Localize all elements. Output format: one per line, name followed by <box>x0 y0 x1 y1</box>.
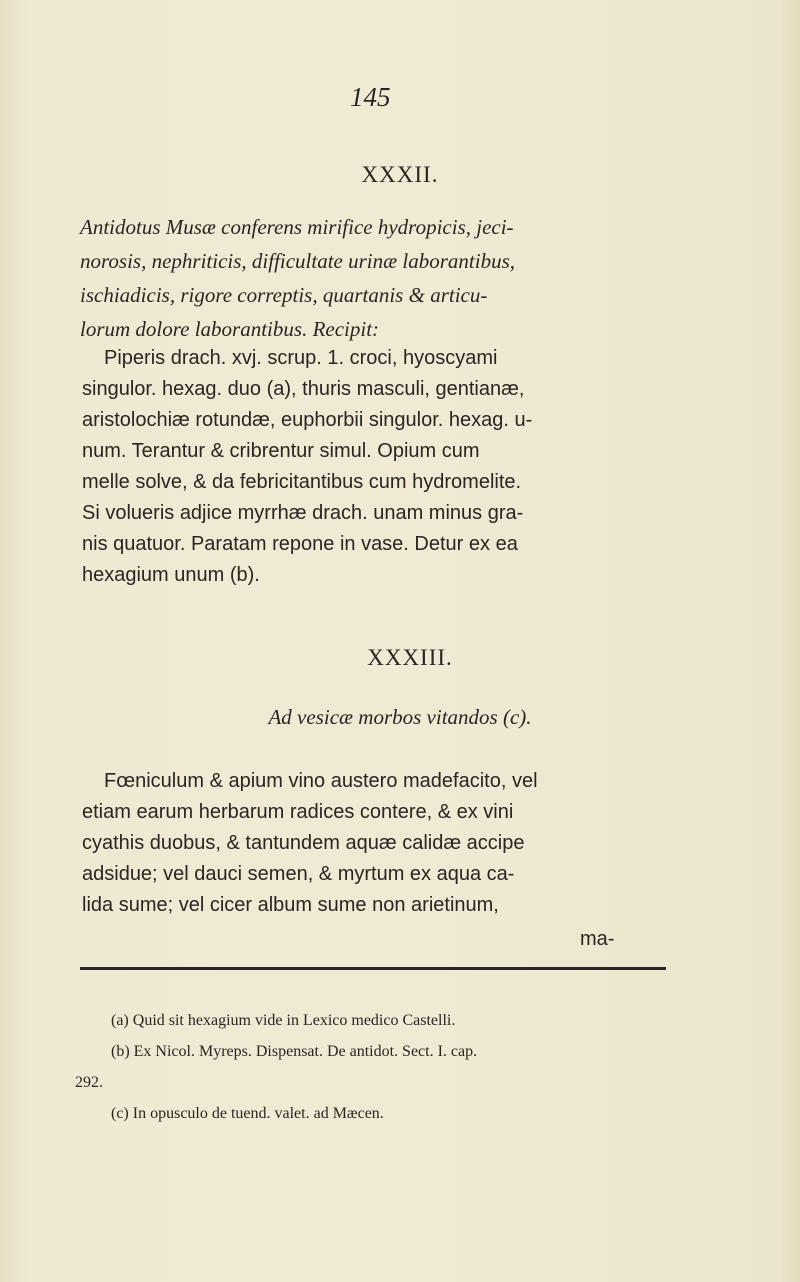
body-line: aristolochiæ rotundæ, euphorbii singulor. hexag. u- <box>82 409 533 431</box>
footnote-divider <box>80 967 666 970</box>
body-line: num. Terantur & cribrentur simul. Opium cum <box>82 440 480 462</box>
subtitle-line: lorum dolore laborantibus. Recipit: <box>80 317 380 341</box>
footnote-c: (c) In opusculo de tuend. valet. ad Mæcen. <box>111 1105 384 1122</box>
body-line: adsidue; vel dauci semen, & myrtum ex aqua ca- <box>82 863 515 885</box>
footnote-b: (b) Ex Nicol. Myreps. Dispensat. De antidot. Sect. I. cap. <box>111 1043 478 1060</box>
recipe-paragraph <box>82 343 532 591</box>
body-line: melle solve, & da febricitantibus cum hydromelite. <box>82 471 522 493</box>
section-heading-32: XXXII. <box>361 162 439 187</box>
section-subtitle-33: Ad vesicæ morbos vitandos (c). <box>268 705 532 729</box>
footnote-b-continued: 292. <box>75 1074 103 1091</box>
remedy-paragraph <box>82 766 538 921</box>
catchword: ma- <box>580 928 615 950</box>
subtitle-line: Antidotus Musæ conferens mirifice hydropicis, jeci- <box>80 215 514 239</box>
section-subtitle-32 <box>80 210 680 346</box>
body-line: nis quatuor. Paratam repone in vase. Detur ex ea <box>82 533 518 555</box>
section-heading-33: XXXIII. <box>367 645 453 670</box>
body-line: etiam earum herbarum radices contere, & ex vini <box>82 801 514 823</box>
body-line: Si volueris adjice myrrhæ drach. unam minus gra- <box>82 502 524 524</box>
body-line: cyathis duobus, & tantundem aquæ calidæ accipe <box>82 832 525 854</box>
body-line: Fœniculum & apium vino austero madefacito, vel <box>104 770 538 792</box>
subtitle-line: ischiadicis, rigore correptis, quartanis & articu- <box>80 283 488 307</box>
body-line: singulor. hexag. duo (a), thuris masculi, gentianæ, <box>82 378 525 400</box>
body-line: lida sume; vel cicer album sume non arietinum, <box>82 894 499 916</box>
body-line: hexagium unum (b). <box>82 564 260 586</box>
footnote-a: (a) Quid sit hexagium vide in Lexico medico Castelli. <box>111 1012 456 1029</box>
footnotes <box>75 1005 477 1129</box>
subtitle-line: norosis, nephriticis, difficultate urinæ laborantibus, <box>80 249 515 273</box>
body-line: Piperis drach. xvj. scrup. 1. croci, hyoscyami <box>104 347 498 369</box>
page-number: 145 <box>350 82 391 112</box>
